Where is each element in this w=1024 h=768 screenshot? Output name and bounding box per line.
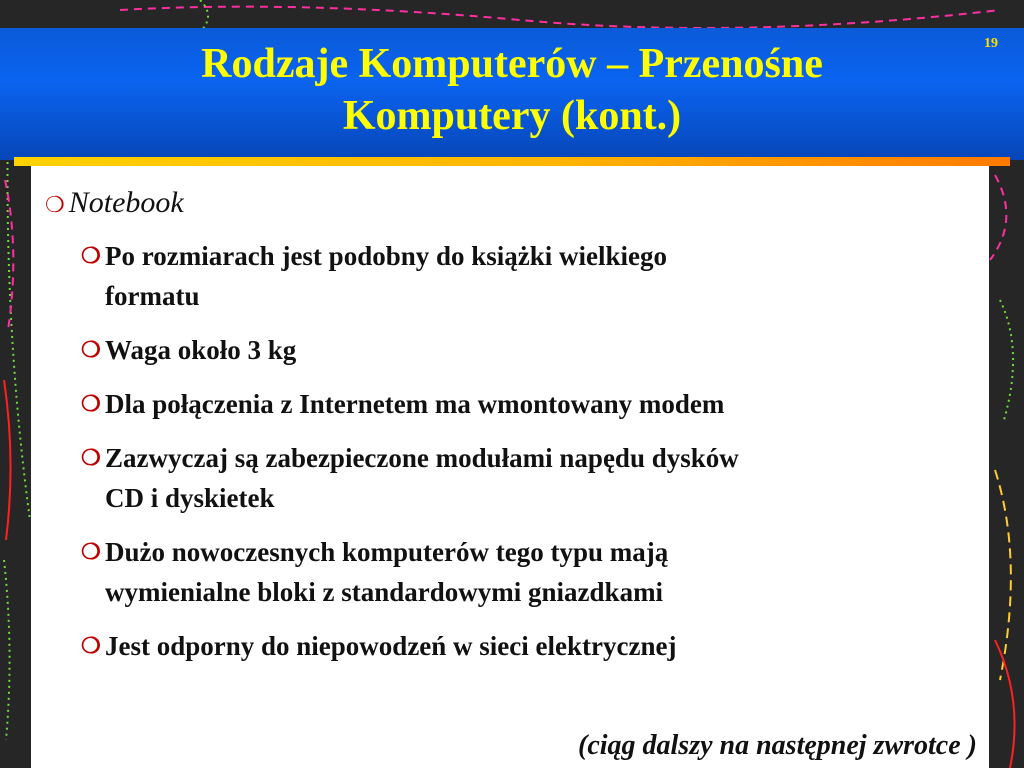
main-bullet	[45, 186, 184, 220]
bullet-circle-icon: ❍	[81, 337, 101, 362]
list-item	[81, 384, 981, 424]
bullet-circle-icon: ❍	[81, 633, 101, 658]
list-item-line-2: formatu	[105, 281, 200, 311]
main-bullet-text: Notebook	[68, 186, 184, 219]
bullet-circle-icon: ❍	[81, 391, 101, 416]
list-item-line-1: Dla połączenia z Internetem ma wmontowany modem	[105, 389, 725, 419]
slide-title-line-1: Rodzaje Komputerów – Przenośne	[201, 41, 823, 87]
bullet-circle-icon: ❍	[81, 243, 101, 268]
slide-title	[0, 38, 1024, 142]
slide-content	[31, 166, 989, 768]
list-item	[81, 236, 981, 316]
list-item-line-2: wymienialne bloki z standardowymi gniazdkami	[105, 577, 664, 607]
list-item	[81, 438, 981, 518]
list-item-line-1: Jest odporny do niepowodzeń w sieci elektrycznej	[105, 631, 677, 661]
slide-title-line-2: Komputery (kont.)	[342, 93, 682, 139]
title-underline-bar	[14, 157, 1010, 166]
bullet-circle-icon: ❍	[45, 192, 65, 217]
sub-bullet-list	[81, 236, 981, 680]
continuation-note: (ciąg dalszy na następnej zwrotce )	[578, 730, 977, 761]
slide-number: 19	[984, 36, 998, 51]
list-item	[81, 532, 981, 612]
list-item	[81, 330, 981, 370]
list-item-line-1: Zazwyczaj są zabezpieczone modułami napędu dysków	[105, 443, 739, 473]
list-item	[81, 626, 981, 666]
list-item-line-1: Waga około 3 kg	[105, 335, 297, 365]
list-item-line-1: Po rozmiarach jest podobny do książki wielkiego	[105, 241, 668, 271]
bullet-circle-icon: ❍	[81, 445, 101, 470]
list-item-line-2: CD i dyskietek	[105, 483, 275, 513]
bullet-circle-icon: ❍	[81, 539, 101, 564]
list-item-line-1: Dużo nowoczesnych komputerów tego typu mają	[105, 537, 669, 567]
